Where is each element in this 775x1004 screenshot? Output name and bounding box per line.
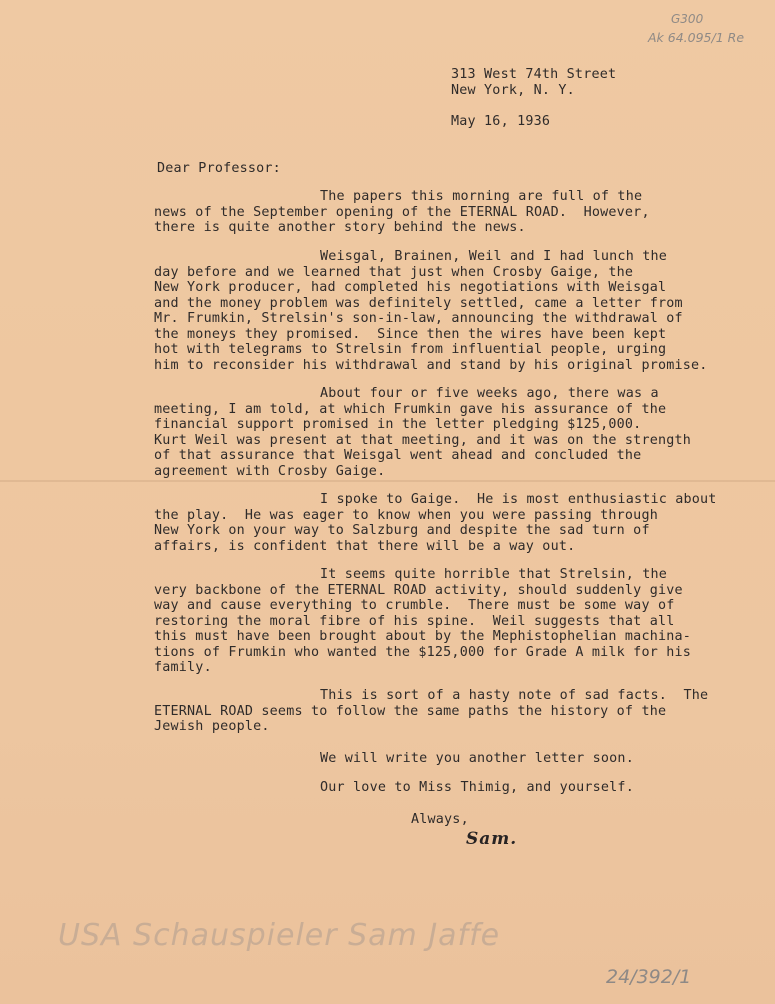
- paragraph-line: of that assurance that Weisgal went ahead and concluded the: [154, 448, 642, 463]
- paragraph-line: ETERNAL ROAD seems to follow the same paths the history of the: [154, 703, 667, 719]
- closing-always: Always,: [411, 812, 469, 827]
- paragraph-line: this must have been brought about by the Mephistophelian machina-: [154, 629, 692, 644]
- paragraph-line: Kurt Weil was present at that meeting, and it was on the strength: [154, 432, 692, 448]
- paragraph-line: hot with telegrams to Strelsin from influential people, urging: [154, 342, 667, 357]
- archive-number: 24/392/1: [606, 966, 692, 988]
- closing-line-write: We will write you another letter soon.: [320, 751, 634, 766]
- paragraph-line: news of the September opening of the ETERNAL ROAD. However,: [154, 204, 650, 220]
- paragraph-line: The papers this morning are full of the: [320, 189, 643, 204]
- paragraph-line: I spoke to Gaige. He is most enthusiastic about: [320, 492, 717, 507]
- paragraph-line: family.: [154, 660, 212, 675]
- paragraph-line: way and cause everything to crumble. There must be some way of: [154, 598, 675, 613]
- pencil-annotation: USA Schauspieler Sam Jaffe: [58, 918, 501, 953]
- paragraph-line: It seems quite horrible that Strelsin, the: [320, 567, 667, 582]
- paragraph-line: restoring the moral fibre of his spine. Weil suggests that all: [154, 613, 675, 629]
- paragraph-5: [154, 567, 691, 676]
- paragraph-2: [154, 249, 708, 373]
- paragraph-line: About four or five weeks ago, there was a: [320, 386, 659, 401]
- paragraph-line: New York producer, had completed his negotiations with Weisgal: [154, 280, 667, 295]
- paragraph-3: [154, 386, 691, 479]
- paragraph-line: there is quite another story behind the news.: [154, 220, 526, 235]
- paragraph-line: This is sort of a hasty note of sad facts. The: [320, 688, 709, 703]
- paper-fold: [0, 480, 775, 482]
- paragraph-line: agreement with Crosby Gaige.: [154, 463, 386, 479]
- paragraph-line: the play. He was eager to know when you were passing through: [154, 507, 658, 523]
- paragraph-line: very backbone of the ETERNAL ROAD activity, should suddenly give: [154, 582, 683, 598]
- paragraph-line: New York on your way to Salzburg and despite the sad turn of: [154, 523, 650, 538]
- paragraph-line: him to reconsider his withdrawal and stand by his original promise.: [154, 357, 708, 373]
- archive-reference: G300: [671, 12, 704, 26]
- paragraph-line: the moneys they promised. Since then the wires have been kept: [154, 326, 667, 342]
- salutation: Dear Professor:: [157, 161, 281, 176]
- paragraph-6: [154, 688, 708, 735]
- handwritten-signature: Sam.: [466, 829, 518, 849]
- paragraph-1: [154, 189, 650, 236]
- paragraph-line: Mr. Frumkin, Strelsin's son-in-law, announcing the withdrawal of: [154, 311, 683, 326]
- letter-date: May 16, 1936: [451, 114, 551, 129]
- address-city: New York, N. Y.: [451, 83, 575, 98]
- paragraph-line: meeting, I am told, at which Frumkin gave his assurance of the: [154, 401, 667, 417]
- paragraph-line: tions of Frumkin who wanted the $125,000 for Grade A milk for his: [154, 644, 692, 660]
- paragraph-line: and the money problem was definitely settled, came a letter from: [154, 295, 683, 311]
- paragraph-line: Weisgal, Brainen, Weil and I had lunch the: [320, 249, 667, 264]
- closing-line-love: Our love to Miss Thimig, and yourself.: [320, 780, 634, 795]
- archive-inventory-number: Ak 64.095/1 Re: [648, 30, 745, 45]
- paragraph-line: day before and we learned that just when Crosby Gaige, the: [154, 264, 634, 280]
- paragraph-line: affairs, is confident that there will be a way out.: [154, 538, 576, 554]
- paragraph-4: [154, 492, 717, 554]
- paragraph-line: Jewish people.: [154, 719, 270, 734]
- paragraph-line: financial support promised in the letter pledging $125,000.: [154, 417, 642, 432]
- address-street: 313 West 74th Street: [451, 67, 617, 82]
